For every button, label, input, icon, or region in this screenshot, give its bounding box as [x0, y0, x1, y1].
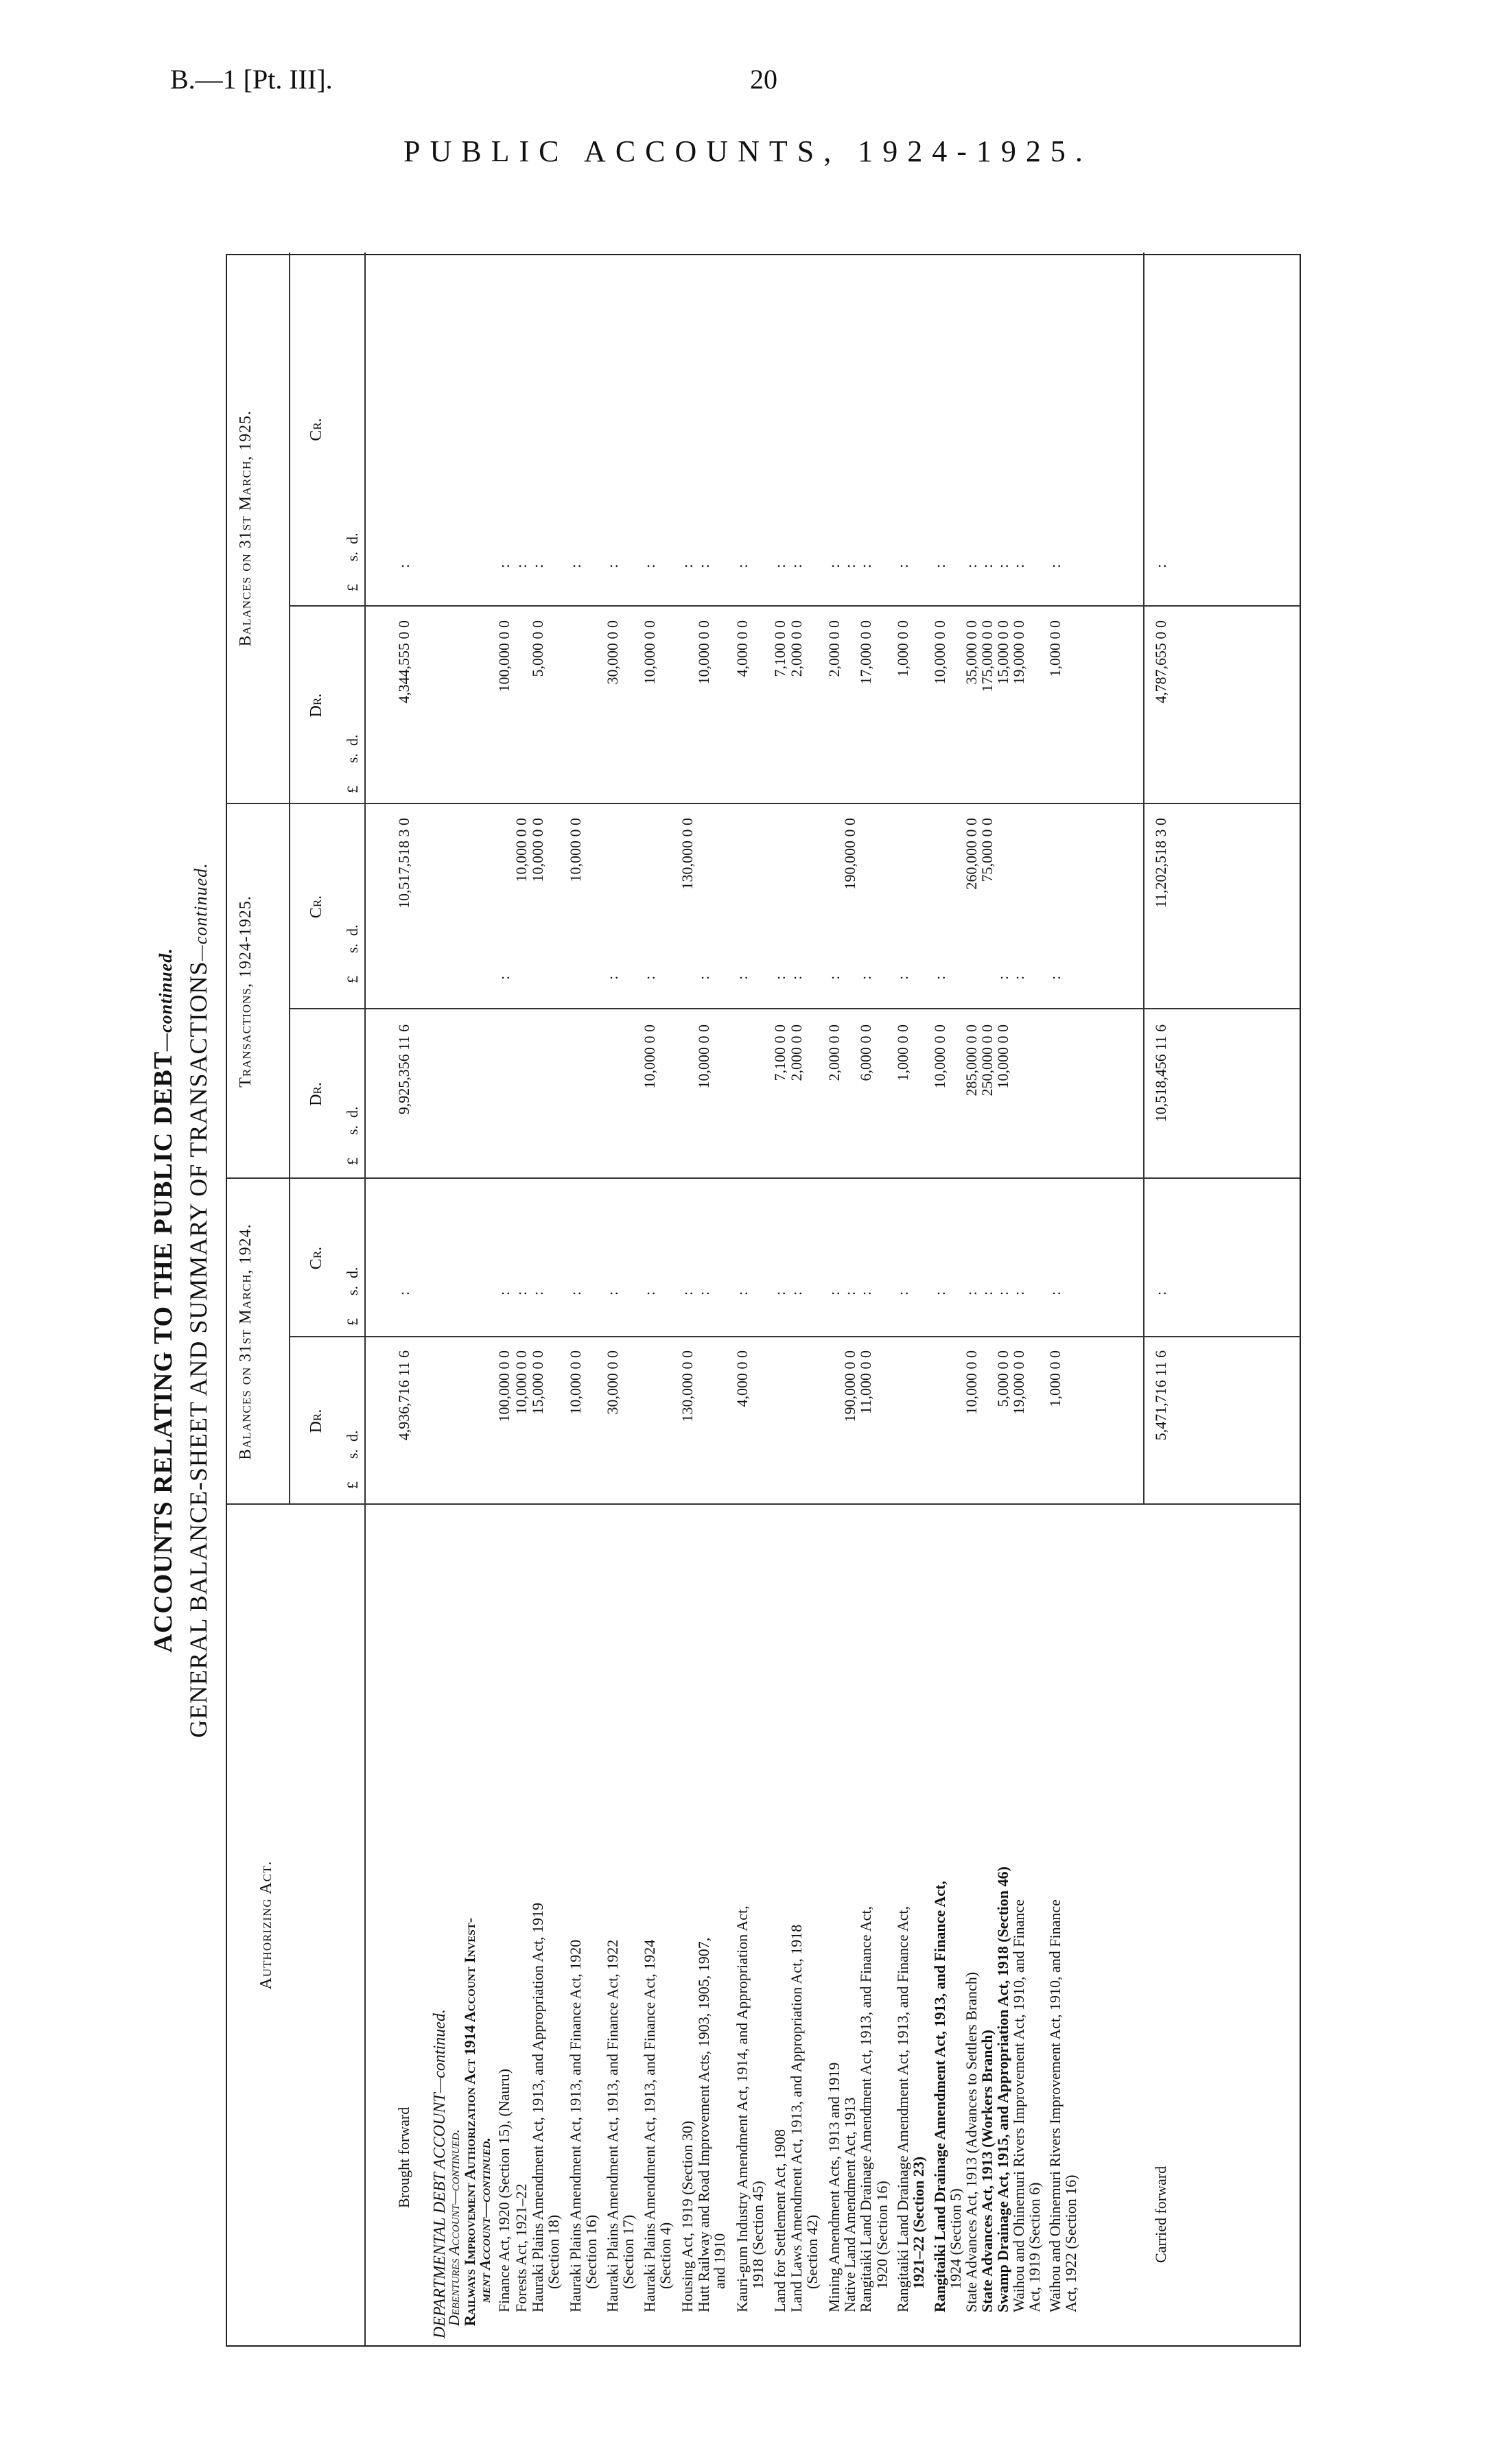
empty-cell-marker: :	[495, 563, 513, 568]
empty-cell-marker: :	[788, 975, 805, 980]
amount-b24dr: 30,000 0 0	[604, 1350, 621, 1415]
row-label: (Section 16)	[583, 2214, 600, 2289]
amount-b25dr: 4,787,655 0 0	[1152, 620, 1169, 703]
b24-dr-units: £ s. d.	[344, 1430, 361, 1489]
row-label: Waihou and Ohinemuri Rivers Improvement Act, 1910, and Finance	[1046, 1899, 1064, 2312]
empty-cell-marker: :	[931, 563, 948, 568]
authorizing-act-header: Authorizing Act.	[257, 1860, 275, 1990]
amount-b24dr: 4,000 0 0	[733, 1350, 751, 1407]
empty-cell-marker: :	[931, 1291, 948, 1295]
row-label: Hauraki Plains Amendment Act, 1913, and Finance Act, 1924	[641, 1939, 658, 2312]
section-heading: ment Account—continued.	[476, 2137, 493, 2303]
amount-b24dr: 1,000 0 0	[1046, 1350, 1064, 1407]
tr-cr-header: Cr.	[307, 895, 325, 919]
row-label: and 1910	[711, 2233, 728, 2289]
row-label: Carried forward	[1152, 2166, 1169, 2263]
amount-b24dr: 4,936,716 11 6	[395, 1350, 412, 1441]
empty-cell-marker: :	[963, 1291, 980, 1295]
empty-cell-marker: :	[1046, 975, 1064, 980]
empty-cell-marker: :	[679, 1291, 696, 1295]
amount-b25dr: 10,000 0 0	[695, 620, 712, 685]
row-label: Land Laws Amendment Act, 1913, and Appropriation Act, 1918	[788, 1924, 805, 2312]
empty-cell-marker: :	[513, 1291, 530, 1295]
amount-b25dr: 15,000 0 0	[994, 620, 1011, 685]
row-label: Land for Settlement Act, 1908	[771, 2129, 788, 2312]
amount-trdr: 10,000 0 0	[994, 1024, 1011, 1089]
amount-b25dr: 10,000 0 0	[931, 620, 948, 685]
row-label: (Section 42)	[803, 2214, 821, 2289]
amount-trcr: 10,000 0 0	[567, 818, 584, 882]
amount-b25dr: 2,000 0 0	[825, 620, 843, 677]
row-label: State Advances Act, 1913 (Workers Branch)	[978, 2030, 996, 2312]
empty-cell-marker: :	[604, 563, 621, 568]
amount-trdr: 10,000 0 0	[695, 1024, 712, 1089]
empty-cell-marker: :	[771, 975, 788, 980]
empty-cell-marker: :	[567, 1291, 584, 1295]
empty-cell-marker: :	[495, 1291, 513, 1295]
amount-b25dr: 2,000 0 0	[788, 620, 805, 677]
row-label: 1921–22 (Section 23)	[910, 2156, 927, 2289]
empty-cell-marker: :	[841, 563, 858, 568]
b24-cr-units: £ s. d.	[344, 1267, 361, 1326]
transactions-header: Transactions, 1924-1925.	[237, 895, 255, 1088]
empty-cell-marker: :	[529, 1291, 546, 1295]
amount-b24dr: 100,000 0 0	[495, 1350, 513, 1422]
col-rule	[289, 605, 1301, 607]
amount-b24dr: 15,000 0 0	[529, 1350, 546, 1415]
running-title: PUBLIC ACCOUNTS, 1924-1925.	[403, 134, 1092, 168]
empty-cell-marker: :	[395, 1291, 412, 1295]
empty-cell-marker: :	[825, 975, 843, 980]
amount-b25dr: 10,000 0 0	[641, 620, 658, 685]
empty-cell-marker: :	[641, 563, 658, 568]
empty-cell-marker: :	[931, 975, 948, 980]
empty-cell-marker: :	[788, 563, 805, 568]
header-bottom-rule	[364, 253, 366, 2345]
empty-cell-marker: :	[733, 1291, 751, 1295]
empty-cell-marker: :	[978, 563, 996, 568]
empty-cell-marker: :	[1152, 563, 1169, 568]
row-label: Rangitaiki Land Drainage Amendment Act, 1913, and Finance Act,	[857, 1905, 874, 2312]
amount-trcr: 10,000 0 0	[529, 818, 546, 882]
row-label: 1924 (Section 5)	[947, 2188, 964, 2289]
empty-cell-marker: :	[695, 563, 712, 568]
section-heading: DEPARTMENTAL DEBT ACCOUNT—continued.	[431, 2009, 449, 2338]
empty-cell-marker: :	[771, 563, 788, 568]
empty-cell-marker: :	[604, 975, 621, 980]
col-rule	[227, 1503, 1300, 1505]
col-rule	[289, 1008, 1301, 1009]
amount-trdr: 1,000 0 0	[894, 1024, 911, 1081]
balances-1925-header: Balances on 31st March, 1925.	[237, 410, 255, 647]
amount-b24dr: 5,471,716 11 6	[1152, 1350, 1169, 1441]
empty-cell-marker: :	[994, 563, 1011, 568]
empty-cell-marker: :	[1010, 563, 1027, 568]
amount-trdr: 6,000 0 0	[857, 1024, 874, 1081]
row-label: Hutt Railway and Road Improvement Acts, 1903, 1905, 1907,	[695, 1937, 712, 2312]
amount-trdr: 2,000 0 0	[825, 1024, 843, 1081]
empty-cell-marker: :	[994, 1291, 1011, 1295]
empty-cell-marker: :	[894, 563, 911, 568]
amount-trcr: 10,517,518 3 0	[395, 818, 412, 908]
section-heading: Debentures Account—continued.	[445, 2128, 462, 2326]
amount-trcr: 260,000 0 0	[963, 818, 980, 890]
b24-cr-header: Cr.	[307, 1246, 325, 1270]
amount-b24dr: 10,000 0 0	[513, 1350, 530, 1415]
amount-b24dr: 11,000 0 0	[857, 1350, 874, 1414]
accounts-table	[226, 254, 1301, 2347]
row-label: 1918 (Section 45)	[749, 2181, 766, 2289]
amount-b24dr: 10,000 0 0	[567, 1350, 584, 1415]
empty-cell-marker: :	[825, 563, 843, 568]
amount-b25dr: 35,000 0 0	[963, 620, 980, 685]
page-number: 20	[750, 64, 777, 95]
empty-cell-marker: :	[733, 563, 751, 568]
b24-dr-header: Dr.	[307, 1409, 325, 1433]
row-label: Waihou and Ohinemuri Rivers Improvement Act, 1910, and Finance	[1010, 1899, 1027, 2312]
amount-trcr: 190,000 0 0	[841, 818, 858, 890]
empty-cell-marker: :	[894, 975, 911, 980]
empty-cell-marker: :	[679, 563, 696, 568]
tr-dr-header: Dr.	[307, 1082, 325, 1106]
empty-cell-marker: :	[978, 1291, 996, 1295]
empty-cell-marker: :	[604, 1291, 621, 1295]
empty-cell-marker: :	[1046, 563, 1064, 568]
empty-cell-marker: :	[788, 1291, 805, 1295]
empty-cell-marker: :	[963, 563, 980, 568]
row-label: Act, 1919 (Section 6)	[1026, 2182, 1043, 2312]
col-rule	[227, 1177, 1300, 1179]
row-label: Kauri-gum Industry Amendment Act, 1914, and Appropriation Act,	[733, 1905, 751, 2312]
empty-cell-marker: :	[641, 1291, 658, 1295]
amount-trcr: 11,202,518 3 0	[1152, 818, 1169, 908]
amount-b24dr: 130,000 0 0	[679, 1350, 696, 1422]
row-label: Hauraki Plains Amendment Act, 1913, and Finance Act, 1922	[604, 1939, 621, 2312]
row-label: Act, 1922 (Section 16)	[1062, 2174, 1079, 2312]
row-label: Hauraki Plains Amendment Act, 1913, and Finance Act, 1920	[567, 1939, 584, 2312]
empty-cell-marker: :	[1152, 1291, 1169, 1295]
total-rule	[1143, 253, 1144, 1505]
b25-dr-header: Dr.	[307, 693, 325, 718]
amount-b25dr: 1,000 0 0	[894, 620, 911, 677]
amount-b25dr: 1,000 0 0	[1046, 620, 1064, 677]
empty-cell-marker: :	[1010, 975, 1027, 980]
row-label: Rangitaiki Land Drainage Amendment Act, 1913, and Finance Act,	[931, 1881, 948, 2312]
balances-1924-header: Balances on 31st March, 1924.	[237, 1223, 255, 1460]
empty-cell-marker: :	[771, 1291, 788, 1295]
row-label: State Advances Act, 1913 (Advances to Settlers Branch)	[963, 1971, 980, 2312]
amount-b25dr: 5,000 0 0	[529, 620, 546, 677]
empty-cell-marker: :	[857, 1291, 874, 1295]
row-label: Housing Act, 1919 (Section 30)	[679, 2120, 696, 2312]
empty-cell-marker: :	[1010, 1291, 1027, 1295]
empty-cell-marker: :	[733, 975, 751, 980]
row-label: (Section 4)	[657, 2222, 674, 2289]
amount-b25dr: 19,000 0 0	[1010, 620, 1027, 685]
amount-b25dr: 4,000 0 0	[733, 620, 751, 677]
rotated-table-stage	[148, 254, 1301, 2347]
empty-cell-marker: :	[841, 1291, 858, 1295]
empty-cell-marker: :	[825, 1291, 843, 1295]
amount-trdr: 285,000 0 0	[963, 1024, 980, 1096]
row-label: 1920 (Section 16)	[873, 2181, 891, 2289]
empty-cell-marker: :	[1046, 1291, 1064, 1295]
b25-cr-header: Cr.	[307, 418, 325, 441]
amount-trdr: 9,925,356 11 6	[395, 1024, 412, 1115]
tr-cr-units: £ s. d.	[344, 924, 361, 983]
empty-cell-marker: :	[695, 1291, 712, 1295]
empty-cell-marker: :	[894, 1291, 911, 1295]
amount-b25dr: 7,100 0 0	[771, 620, 788, 677]
b25-cr-units: £ s. d.	[344, 532, 361, 591]
b25-dr-units: £ s. d.	[344, 734, 361, 793]
row-label: Mining Amendment Acts, 1913 and 1919	[825, 2062, 843, 2312]
amount-trdr: 2,000 0 0	[788, 1024, 805, 1081]
amount-trdr: 10,000 0 0	[931, 1024, 948, 1089]
row-label: Swamp Drainage Act, 1915, and Appropriation Act, 1918 (Section 46)	[994, 1866, 1011, 2312]
table-title: ACCOUNTS RELATING TO THE PUBLIC DEBT—continued.	[149, 948, 178, 1653]
amount-trdr: 10,000 0 0	[641, 1024, 658, 1089]
header-rule	[289, 253, 290, 1505]
amount-b25dr: 30,000 0 0	[604, 620, 621, 685]
empty-cell-marker: :	[513, 563, 530, 568]
section-heading: Railways Improvement Authorization Act 1914 Account Invest-	[461, 1917, 478, 2326]
empty-cell-marker: :	[495, 975, 513, 980]
row-label: Native Land Amendment Act, 1913	[841, 2097, 858, 2312]
empty-cell-marker: :	[857, 975, 874, 980]
empty-cell-marker: :	[641, 975, 658, 980]
amount-b24dr: 190,000 0 0	[841, 1350, 858, 1422]
amount-trcr: 75,000 0 0	[978, 818, 996, 882]
amount-b25dr: 175,000 0 0	[978, 620, 996, 692]
amount-b24dr: 19,000 0 0	[1010, 1350, 1027, 1415]
empty-cell-marker: :	[529, 563, 546, 568]
col-rule	[289, 1336, 1301, 1337]
amount-trdr: 7,100 0 0	[771, 1024, 788, 1081]
amount-b24dr: 5,000 0 0	[994, 1350, 1011, 1407]
amount-trcr: 130,000 0 0	[679, 818, 696, 890]
col-rule	[227, 803, 1300, 804]
tr-dr-units: £ s. d.	[344, 1106, 361, 1165]
amount-trdr: 10,518,456 11 6	[1152, 1024, 1169, 1123]
row-label: (Section 17)	[620, 2214, 637, 2289]
row-label: Rangitaiki Land Drainage Amendment Act, 1913, and Finance Act,	[894, 1905, 911, 2312]
empty-cell-marker: :	[994, 975, 1011, 980]
row-label: Hauraki Plains Amendment Act, 1913, and Appropriation Act, 1919	[529, 1903, 546, 2312]
empty-cell-marker: :	[395, 563, 412, 568]
amount-b25dr: 4,344,555 0 0	[395, 620, 412, 703]
empty-cell-marker: :	[857, 563, 874, 568]
row-label: (Section 18)	[545, 2214, 562, 2289]
amount-b24dr: 10,000 0 0	[963, 1350, 980, 1415]
empty-cell-marker: :	[567, 563, 584, 568]
amount-trdr: 250,000 0 0	[978, 1024, 996, 1096]
amount-b25dr: 100,000 0 0	[495, 620, 513, 692]
row-label: Forests Act, 1921–22	[513, 2183, 530, 2312]
document-reference: B.—1 [Pt. III].	[170, 64, 333, 95]
amount-trcr: 10,000 0 0	[513, 818, 530, 882]
row-label: Finance Act, 1920 (Section 15), (Nauru)	[495, 2069, 513, 2312]
row-label: Brought forward	[395, 2107, 412, 2208]
amount-b25dr: 17,000 0 0	[857, 620, 874, 685]
table-subtitle: GENERAL BALANCE-SHEET AND SUMMARY OF TRANSACTIONS—continued.	[185, 863, 212, 1738]
empty-cell-marker: :	[695, 975, 712, 980]
